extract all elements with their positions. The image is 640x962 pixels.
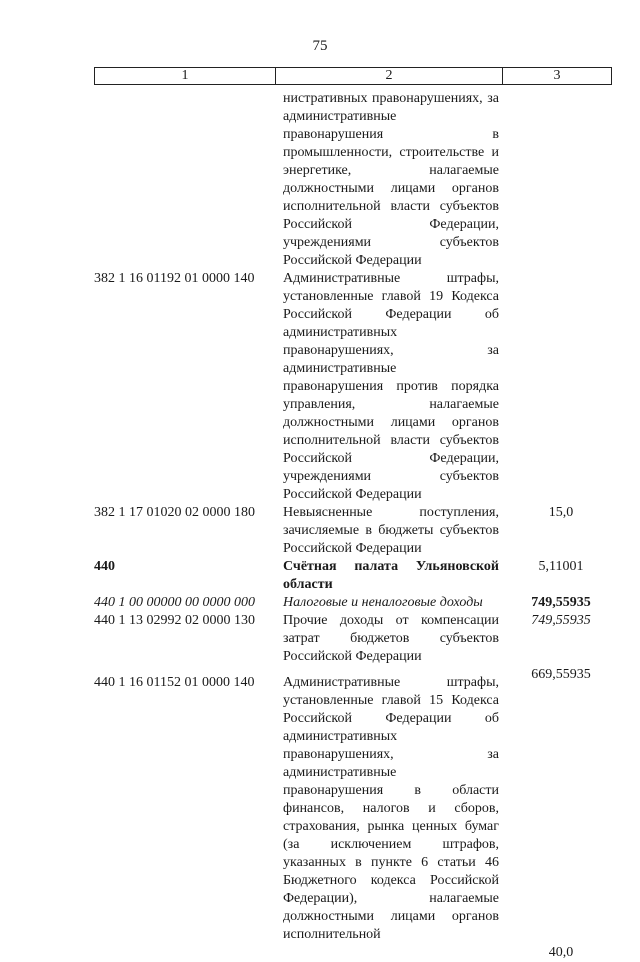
row-code: 382 1 16 01192 01 0000 140 [94,271,255,286]
row-name: Счётная палата Ульяновской области [283,559,499,592]
row-name: Налоговые и неналоговые доходы [283,595,483,610]
row-amount: 40,0 [548,945,574,960]
table-row [0,674,640,960]
header-col-1: 1 [95,68,276,84]
row-amount: 5,11001 [538,559,584,574]
row-code: 382 1 17 01020 02 0000 180 [94,505,255,520]
row-name: Административные штрафы, установленные главой 15 Кодекса Российской Федерации об административных правонарушениях, за административные правонарушения в области финансов, налогов и сборов, страхования, рынка ценных бумаг (за исключением штрафов, указанных в пункте 6 статьи 46 Бюджетного кодекса Российской Федерации), налагаемые должностными лицами органов исполнительной [283,675,499,942]
table-body [0,90,640,960]
row-amount: 669,55935 [531,667,591,682]
header-col-2: 2 [276,68,503,84]
row-name: нистративных правонарушениях, за административные правонарушения в промышленности, строительстве и энергетике, налагаемые должностными лицами органов исполнительной власти субъектов Российской Федерации, учреждениями субъектов Российской Федерации [283,91,499,268]
row-code: 440 [94,559,115,574]
row-amount: 749,55935 [531,595,591,610]
row-name: Прочие доходы от компенсации затрат бюджетов субъектов Российской Федерации [283,613,499,664]
header-col-3: 3 [553,68,561,83]
row-amount: 15,0 [548,505,574,520]
table-row [0,90,640,270]
table-header [94,67,612,85]
row-code: 440 1 16 01152 01 0000 140 [94,675,255,690]
row-amount: 749,55935 [531,613,591,628]
row-name: Невыясненные поступления, зачисляемые в бюджеты субъектов Российской Федерации [283,505,499,556]
row-name: Административные штрафы, установленные главой 19 Кодекса Российской Федерации об административных правонарушениях, за административные правонарушения против порядка управления, налагаемые должностными лицами органов исполнительной власти субъектов Российской Федерации, учреждениями субъектов Российской Федерации [283,271,499,502]
page-number: 75 [312,38,328,54]
row-code: 440 1 13 02992 02 0000 130 [94,613,255,628]
table-row [0,612,640,682]
row-code: 440 1 00 00000 00 0000 000 [94,595,255,610]
